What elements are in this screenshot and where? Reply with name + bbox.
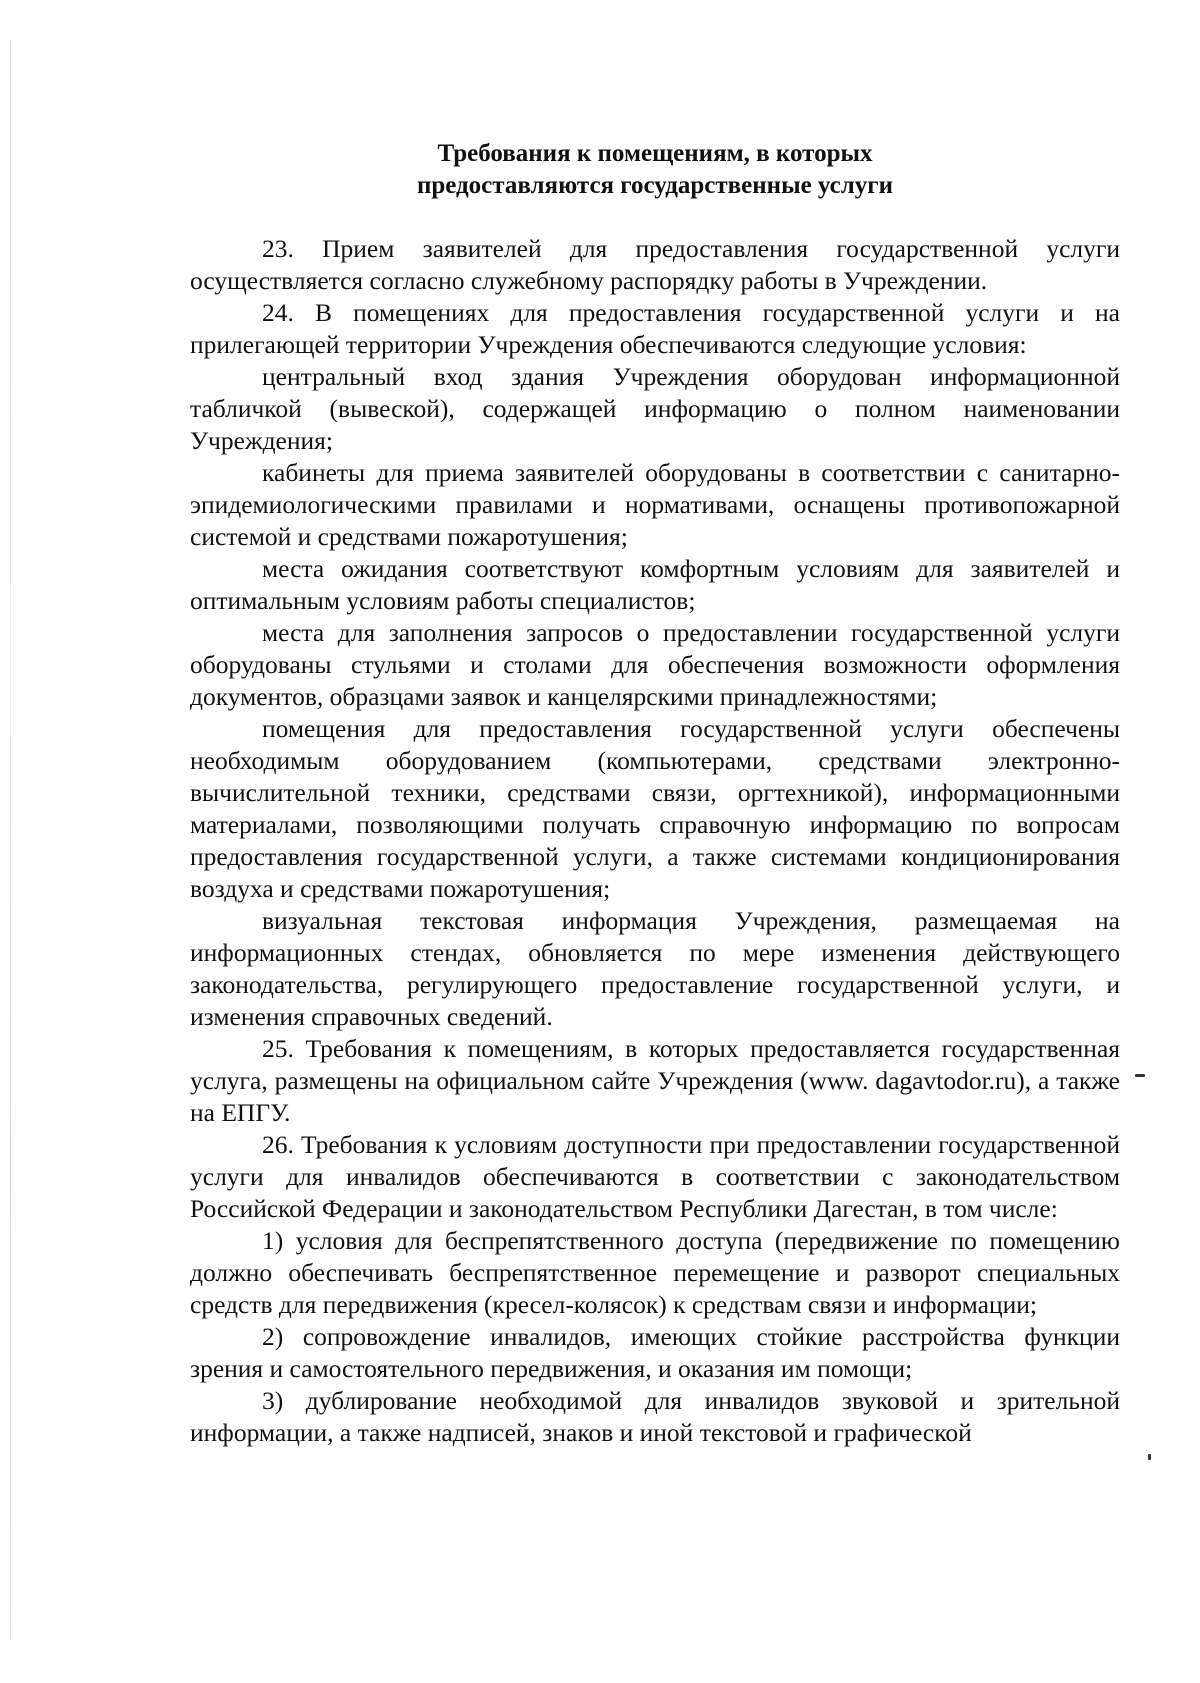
document-body: [190, 233, 1120, 1449]
paragraph-form-areas: места для заполнения запросов о предоставлении государственной услуги оборудованы стульями и столами для обеспечения возможности оформления документов, образцами заявок и канцелярскими принадлежностями;: [190, 618, 1120, 711]
scan-speck: [1135, 1074, 1145, 1077]
paragraph-item-3: 3) дублирование необходимой для инвалидов звуковой и зрительной информации, а также надписей, знаков и иной текстовой и графической: [190, 1386, 1120, 1447]
paragraph-equipment: помещения для предоставления государственной услуги обеспечены необходимым оборудованием (компьютерами, средствами электронно-вычислительной техники, средствами связи, оргтехникой), информационными материалами, позволяющими получать справочную информацию по вопросам предоставления государственной услуги, а также системами кондиционирования воздуха и средствами пожаротушения;: [190, 714, 1120, 903]
paragraph-24: 24. В помещениях для предоставления государственной услуги и на прилегающей территории Учреждения обеспечиваются следующие условия:: [190, 298, 1120, 359]
heading-line-2: предоставляются государственные услуги: [416, 172, 894, 199]
paragraph-waiting-areas: места ожидания соответствуют комфортным условиям для заявителей и оптимальным условиям работы специалистов;: [190, 554, 1120, 615]
paragraph-visual-info: визуальная текстовая информация Учреждения, размещаемая на информационных стендах, обновляется по мере изменения действующего законодательства, регулирующего предоставление государственной услуги, и изменения справочных сведений.: [190, 906, 1120, 1031]
scan-speck: [1148, 1454, 1151, 1460]
paragraph-23: 23. Прием заявителей для предоставления государственной услуги осуществляется согласно служебному распорядку работы в Учреждении.: [190, 234, 1120, 295]
paragraph-26: 26. Требования к условиям доступности при предоставлении государственной услуги для инвалидов обеспечиваются в соответствии с законодательством Российской Федерации и законодательством Республики Дагестан, в том числе:: [190, 1130, 1120, 1223]
heading-line-1: Требования к помещениям, в которых: [437, 140, 873, 167]
paragraph-entrance-sign: центральный вход здания Учреждения оборудован информационной табличкой (вывеской), содержащей информацию о полном наименовании Учреждения;: [190, 362, 1120, 455]
paragraph-item-2: 2) сопровождение инвалидов, имеющих стойкие расстройства функции зрения и самостоятельного передвижения, и оказания им помощи;: [190, 1322, 1120, 1383]
paragraph-25: 25. Требования к помещениям, в которых предоставляется государственная услуга, размещены на официальном сайте Учреждения (www. dagavtodor.ru), а также на ЕПГУ.: [190, 1034, 1120, 1127]
section-heading: [190, 138, 1120, 202]
paragraph-offices: кабинеты для приема заявителей оборудованы в соответствии с санитарно-эпидемиологическими правилами и нормативами, оснащены противопожарной системой и средствами пожаротушения;: [190, 458, 1120, 551]
scan-edge-line: [10, 40, 11, 1640]
paragraph-item-1: 1) условия для беспрепятственного доступа (передвижение по помещению должно обеспечивать беспрепятственное перемещение и разворот специальных средств для передвижения (кресел-колясок) к средствам связи и информации;: [190, 1226, 1120, 1319]
